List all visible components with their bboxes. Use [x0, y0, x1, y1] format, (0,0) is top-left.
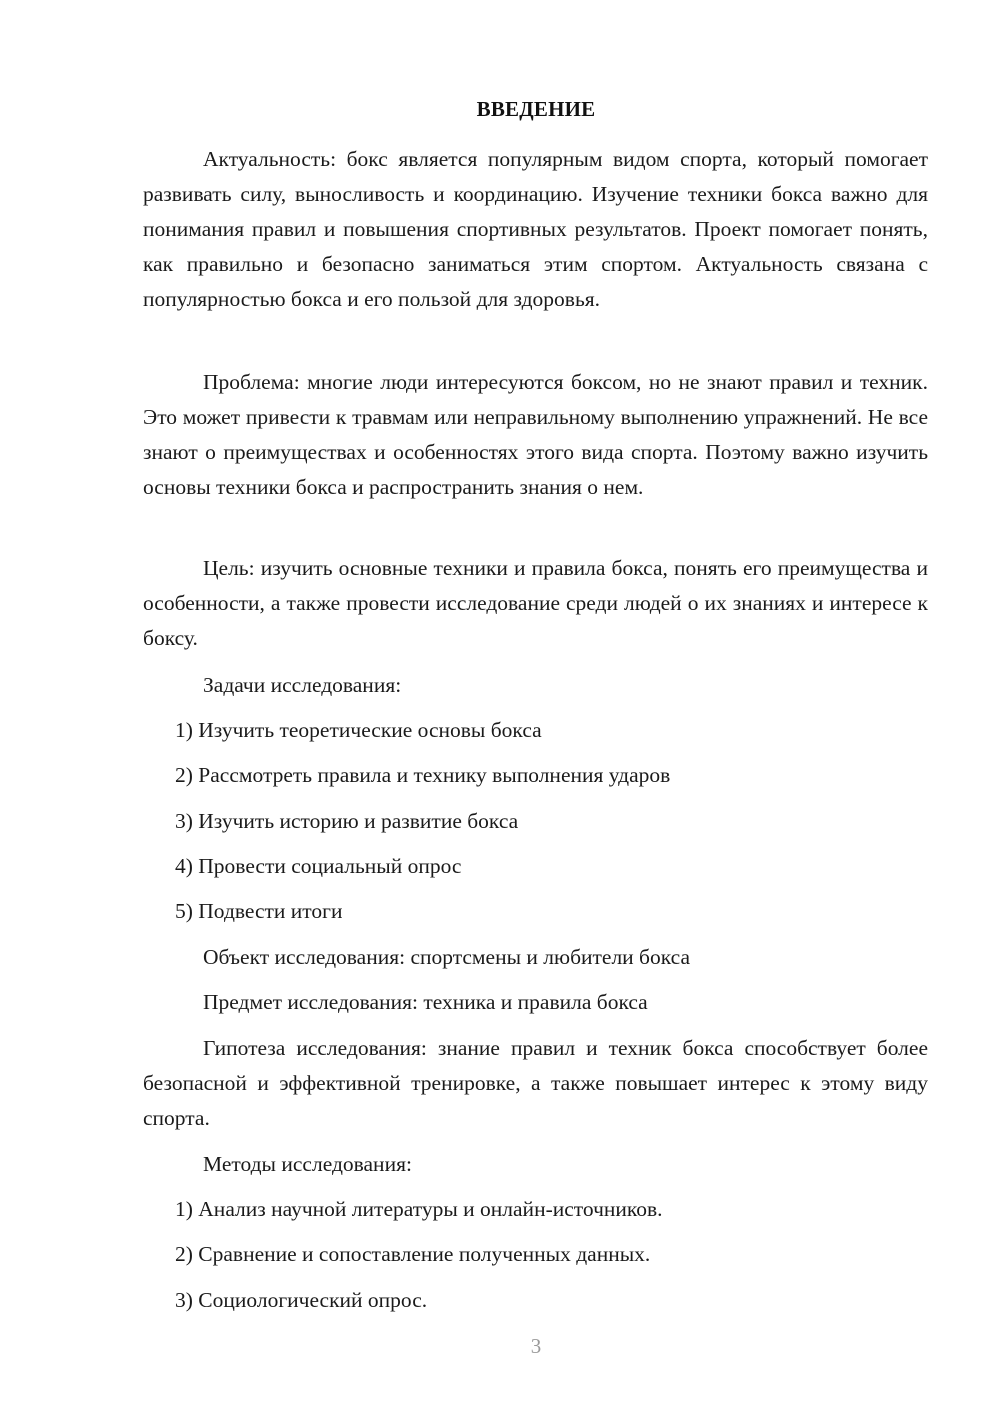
- page-number: 3: [530, 1334, 542, 1358]
- task-item: 1) Изучить теоретические основы бокса: [175, 718, 542, 742]
- research-object: Объект исследования: спортсмены и любители бокса: [203, 945, 691, 969]
- research-subject: Предмет исследования: техника и правила бокса: [203, 990, 648, 1014]
- paragraph-goal: Цель: изучить основные техники и правила бокса, понять его преимущества и особенности, а также провести исследование среди людей о их знаниях и интересе к боксу.: [143, 556, 928, 650]
- task-item: 3) Изучить историю и развитие бокса: [175, 809, 519, 833]
- task-item: 4) Провести социальный опрос: [175, 854, 462, 878]
- task-item: 2) Рассмотреть правила и технику выполнения ударов: [175, 763, 671, 787]
- method-item: 3) Социологический опрос.: [175, 1288, 428, 1312]
- paragraph-problem: Проблема: многие люди интересуются боксом, но не знают правил и техник. Это может привести к травмам или неправильному выполнению упражнений. Не все знают о преимуществах и особенностях этого вида спорта. Поэтому важно изучить основы техники бокса и распространить знания о нем.: [143, 370, 928, 499]
- paragraph-relevance: Актуальность: бокс является популярным видом спорта, который помогает развивать силу, выносливость и координацию. Изучение техники бокса важно для понимания правил и повышения спортивных результатов. Проект помогает понять, как правильно и безопасно заниматься этим спортом. Актуальность связана с популярностью бокса и его пользой для здоровья.: [143, 147, 928, 311]
- paragraph-hypothesis: Гипотеза исследования: знание правил и техник бокса способствует более безопасной и эффективной тренировке, а также повышает интерес к этому виду спорта.: [143, 1036, 928, 1130]
- tasks-heading: Задачи исследования:: [203, 673, 402, 697]
- section-title: ВВЕДЕНИЕ: [476, 97, 596, 121]
- methods-heading: Методы исследования:: [203, 1152, 412, 1176]
- method-item: 1) Анализ научной литературы и онлайн-источников.: [175, 1197, 663, 1221]
- task-item: 5) Подвести итоги: [175, 899, 343, 923]
- method-item: 2) Сравнение и сопоставление полученных данных.: [175, 1242, 651, 1266]
